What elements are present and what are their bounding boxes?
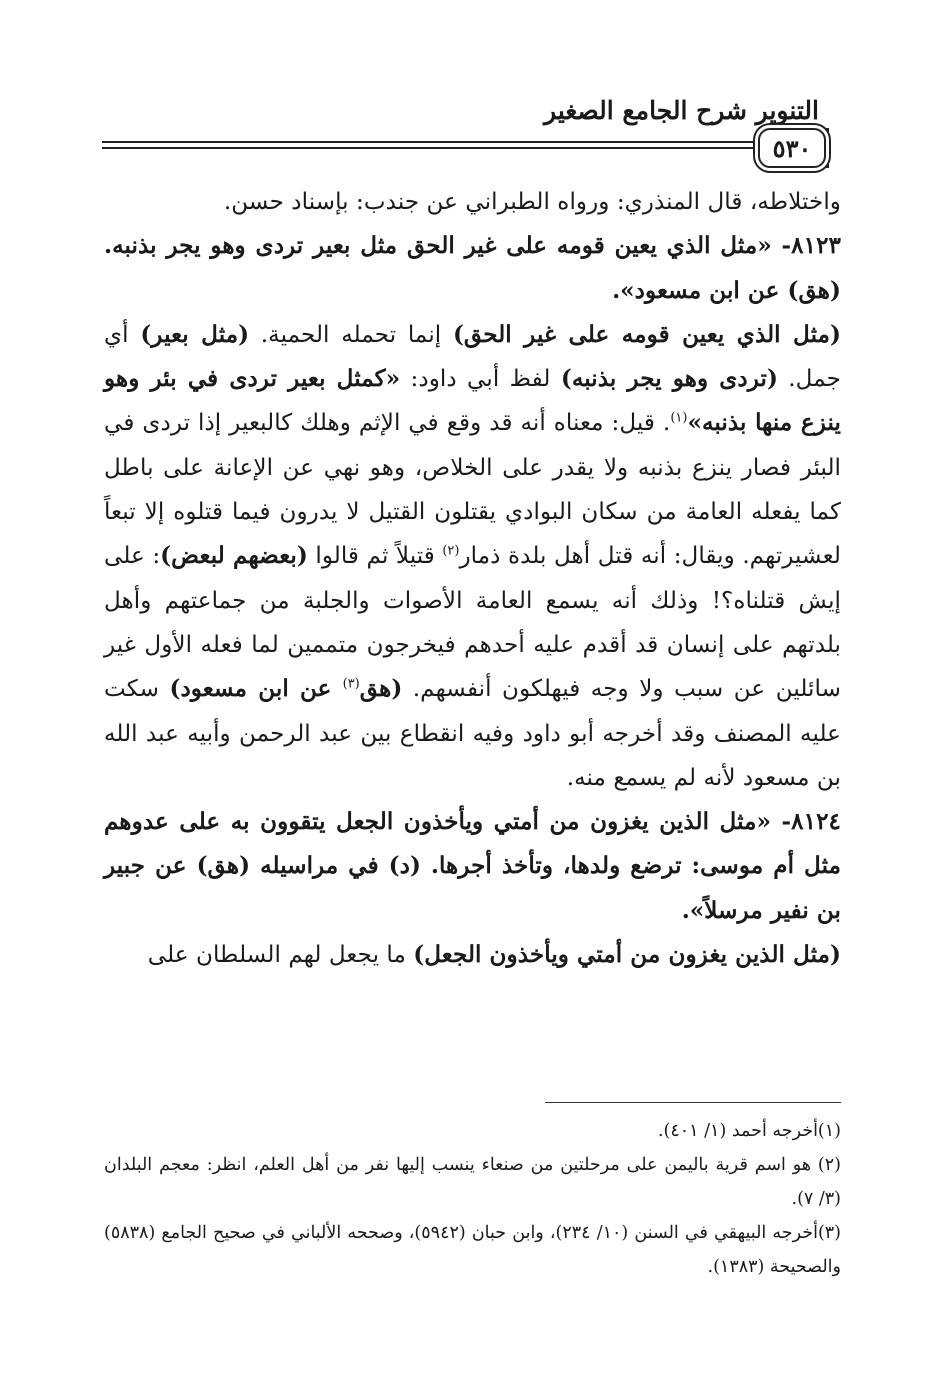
footnote-2: (٢) هو اسم قرية باليمن على مرحلتين من صنعاء ينسب إليها نفر من أهل العلم، انظر: معجم البلدان (٣/ ٧). xyxy=(104,1155,841,1209)
commentary-text: : على إيش قتلناه؟! وذلك أنه يسمع العامة الأصوات والجلبة من جماعتهم وأهل بلدتهم على إنسان قد أقدم عليه أحدهم فيخرجون متممين لما فعله الأول غير سائلين عن سبب ولا وجه فيهلكون أنفسهم. xyxy=(104,542,841,703)
commentary-8124 xyxy=(104,933,841,977)
footnotes xyxy=(104,1114,841,1284)
hadith-8124: ٨١٢٤- «مثل الذين يغزون من أمتي ويأخذون الجعل يتقوون به على عدوهم مثل أم موسى: ترضع ولدها، وتأخذ أجرها. (د) في مراسيله (هق) عن جبير بن نفير مرسلاً». xyxy=(104,808,841,924)
quoted-phrase: (مثل بعير) xyxy=(140,320,250,348)
footnote-ref-2[interactable]: (٢) xyxy=(442,543,460,559)
footnote-1: (١)أخرجه أحمد (١/ ٤٠١). xyxy=(657,1121,841,1141)
paragraph-continuation: واختلاطه، قال المنذري: ورواه الطبراني عن جندب: بإسناد حسن. xyxy=(223,188,841,215)
running-title: التنوير شرح الجامع الصغير xyxy=(544,96,819,125)
quoted-phrase: «كمثل بعير تردى في بئر وهو ينزع منها بذنبه» xyxy=(104,365,841,437)
quoted-phrase: (بعضهم لبعض) xyxy=(160,542,308,570)
footnote-ref-3[interactable]: (٣) xyxy=(342,676,360,692)
footnote-separator xyxy=(545,1102,841,1103)
header-rule-bottom xyxy=(102,147,757,149)
footnote-3: (٣)أخرجه البيهقي في السنن (١٠/ ٢٣٤)، وابن حبان (٥٩٤٢)، وصححه الألباني في صحيح الجامع (٥٨٣٨) والصحيحة (١٣٨٣). xyxy=(104,1223,841,1277)
page-number-frame-right xyxy=(826,128,835,168)
commentary-text: قتيلاً ثم قالوا xyxy=(307,542,443,570)
commentary-text: إنما تحمله الحمية. xyxy=(249,320,453,348)
main-text xyxy=(104,180,841,977)
footnote-ref-1[interactable]: (١) xyxy=(670,410,688,426)
quoted-phrase: (تردى وهو يجر بذنبه) xyxy=(560,365,778,393)
quoted-phrase: (هق xyxy=(359,675,403,703)
quoted-phrase: (مثل الذين يغزون من أمتي ويأخذون الجعل) xyxy=(413,941,841,969)
commentary-text: لفظ أبي داود: xyxy=(400,365,561,393)
commentary-text: أي جمل. xyxy=(104,320,841,393)
page-number: ٥٣٠ xyxy=(758,128,826,168)
commentary-8123 xyxy=(104,313,841,800)
commentary-text: سكت عليه المصنف وقد أخرجه أبو داود وفيه انقطاع بين عبد الرحمن وأبيه عبد الله بن مسعود لأنه لم يسمع منه. xyxy=(104,675,841,791)
commentary-text: ما يجعل لهم السلطان على xyxy=(147,941,414,969)
quoted-phrase: عن ابن مسعود) xyxy=(169,675,343,703)
hadith-8123: ٨١٢٣- «مثل الذي يعين قومه على غير الحق مثل بعير تردى وهو يجر بذنبه. (هق) عن ابن مسعود». xyxy=(104,232,841,304)
quoted-phrase: (مثل الذي يعين قومه على غير الحق) xyxy=(452,320,841,348)
header-rule-top xyxy=(102,141,757,143)
commentary-text: . قيل: معناه أنه قد وقع في الإثم وهلك كالبعير إذا تردى في البئر فصار ينزع بذنبه ولا يقدر على الخلاص، وهو نهي عن الإعانة على باطل كما يفعله العامة من سكان البوادي يقتلون القتيل لا يدرون فيما قتلوه إلا تبعاً لعشيرتهم. ويقال: أنه قتل أهل بلدة ذمار xyxy=(104,409,841,570)
